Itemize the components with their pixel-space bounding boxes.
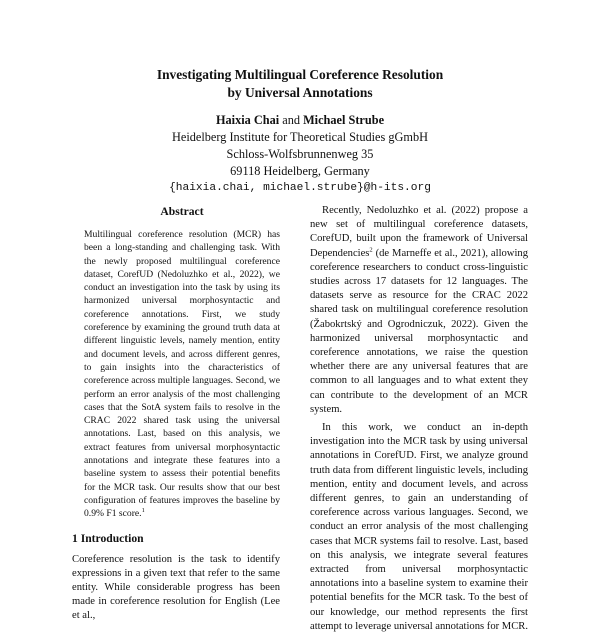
author-conjunction: and	[282, 113, 300, 127]
paragraph-corefud-part1: Recently, Nedoluzhko et al. (2022) propose a new set of multilingual coreference datasets, CorefUD, built upon the framework of Universal Dependencies	[310, 205, 528, 259]
abstract-heading: Abstract	[160, 205, 204, 218]
footnote-marker-1: 1	[141, 507, 145, 515]
title-line-1: Investigating Multilingual Coreference Resolution	[156, 67, 444, 82]
affiliation: Heidelberg Institute for Theoretical Studies gGmbH	[171, 130, 428, 144]
paragraph-this-work: In this work, we conduct an in-depth investigation into the MCR task by using universal annotations in CorefUD. First, we analyze ground truth data from different linguistic levels, including mention, entity and document levels, and across different genres, to gain an understanding of coreference across various languages. Second, we conduct an error analysis of the most challenging cases that MCR systems fail to resolve. Last, based on this analysis, we integrate several features extracted from universal morphosyntactic annotations into a baseline system to examine their potential benefits for the MCR task. To the best of our knowledge, our method represents the first attempt to leverage universal annotations for MCR.	[310, 422, 528, 632]
paragraph-corefud-part2: (de Marneffe et al., 2021), allowing coreference researchers to conduct cross-linguistic studies across 17 datasets for 12 languages. The datasets serve as resource for the CRAC 2022 shared task on multilingual coreference resolution (Žabokrtský and Ogrodniczuk, 2022). Given the harmonized universal morphosyntactic and coreference annotations, we raise the question whether there are any universal features that are common to all languages and to what extent they can contribute to the development of an MCR system.	[310, 247, 528, 415]
abstract-text	[84, 228, 280, 521]
footnote-marker-2: 2	[369, 246, 373, 254]
address-line-1: Schloss-Wolfsbrunnenweg 35	[226, 147, 374, 161]
author-2: Michael Strube	[303, 113, 385, 127]
left-column	[72, 204, 280, 624]
address-line-2: 69118 Heidelberg, Germany	[230, 164, 370, 178]
author-block	[100, 112, 500, 197]
author-emails: {haixia.chai, michael.strube}@h-its.org	[169, 182, 431, 194]
author-1: Haixia Chai	[215, 113, 280, 127]
paper-title	[60, 66, 540, 102]
abstract-body: Multilingual coreference resolution (MCR) has been a long-standing and challenging task. With the newly proposed multilingual coreference dataset, CorefUD (Nedoluzhko et al., 2022), we conduct an investigation into the task by using its harmonized universal morphosyntactic and coreference annotations. First, we study coreference by examining the ground truth data at different linguistic levels, namely mention, entity and document levels, and across different genres, to gain insights into the characteristics of coreference across multiple languages. Second, we perform an error analysis of the most challenging cases that the SotA system fails to resolve in the CRAC 2022 shared task using the universal annotations. Last, based on this analysis, we extract features from universal morphosyntactic annotations and integrate these features into a baseline system to assess their potential benefits for the MCR task. Our results show that our best configuration of features improves the baseline by 0.9% F1 score.	[84, 229, 280, 520]
intro-paragraph: Coreference resolution is the task to identify expressions in a given text that refer to the same entity. While considerable progress has been made in coreference resolution for English (Lee et al.,	[72, 553, 280, 622]
paragraph-corefud	[310, 204, 528, 417]
right-column	[310, 204, 528, 634]
title-line-2: by Universal Annotations	[227, 85, 373, 100]
section-heading-introduction: 1 Introduction	[72, 531, 144, 545]
author-names	[100, 112, 500, 129]
